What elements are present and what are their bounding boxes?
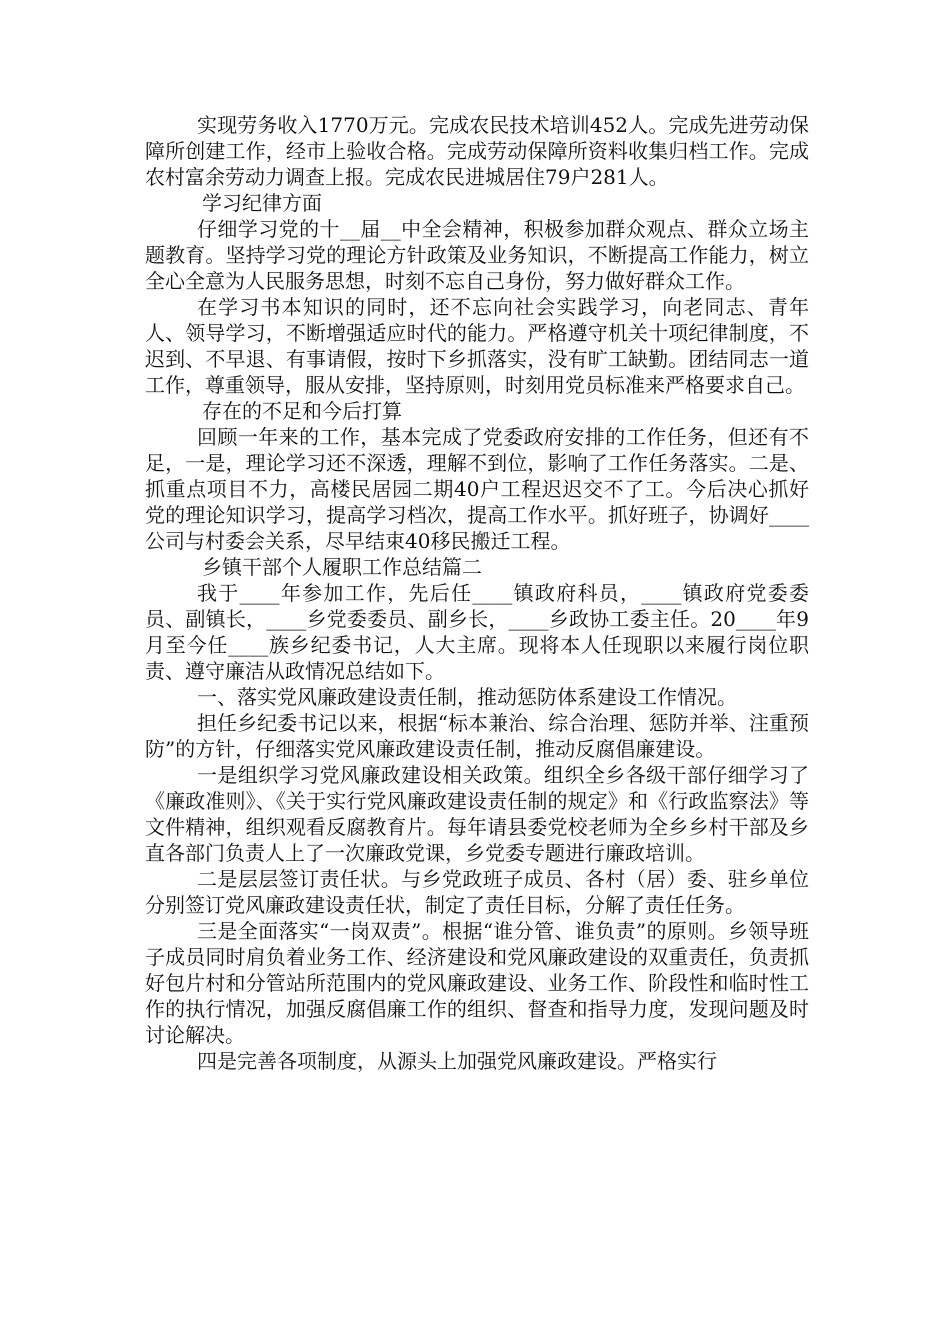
paragraph-discipline-secretary: 担任乡纪委书记以来，根据“标本兼治、综合治理、惩防并举、注重预防”的方针，仔细落实党风廉政建设责任制，推动反腐倡廉建设。 xyxy=(145,711,809,761)
paragraph-social-practice: 在学习书本知识的同时，还不忘向社会实践学习，向老同志、青年人、领导学习，不断增强适应时代的能力。严格遵守机关十项纪律制度，不迟到、不早退、有事请假，按时下乡抓落实，没有旷工缺勤。团结同志一道工作，尊重领导，服从安排，坚持原则，时刻用党员标准来严格要求自己。 xyxy=(145,295,809,397)
paragraph-labor-income: 实现劳务收入1770万元。完成农民技术培训452人。完成先进劳动保障所创建工作，经市上验收合格。完成劳动保障所资料收集归档工作。完成农村富余劳动力调查上报。完成农民进城居住79户281人。 xyxy=(145,113,809,189)
paragraph-point-one: 一是组织学习党风廉政建设相关政策。组织全乡各级干部仔细学习了《廉政准则》、《关于实行党风廉政建设责任制的规定》和《行政监察法》等文件精神，组织观看反腐教育片。每年请县委党校老师为全乡乡村干部及乡直各部门负责人上了一次廉政党课，乡党委专题进行廉政培训。 xyxy=(145,763,809,865)
section-heading-shortcomings-plans: 存在的不足和今后打算 xyxy=(202,399,402,423)
section-heading-study-discipline: 学习纪律方面 xyxy=(202,191,322,215)
paragraph-review-year: 回顾一年来的工作，基本完成了党委政府安排的工作任务，但还有不足，一是，理论学习还不深透，理解不到位，影响了工作任务落实。二是、抓重点项目不力，高楼民居园二期40户工程迟迟交不了工。今后决心抓好党的理论知识学习，提高学习档次，提高工作水平。抓好班子，协调好____公司与村委会关系，尽早结束40移民搬迁工程。 xyxy=(145,425,809,553)
paragraph-point-four: 四是完善各项制度，从源头上加强党风廉政建设。严格实行 xyxy=(197,1049,717,1073)
document-page xyxy=(145,112,809,1074)
paragraph-career-history: 我于____年参加工作，先后任____镇政府科员，____镇政府党委委员、副镇长，____乡党委委员、副乡长，____乡政协工委主任。20____年9月至今任____族乡纪委书记，人大主席。现将本人任现职以来履行岗位职责、遵守廉洁从政情况总结如下。 xyxy=(145,581,809,683)
paragraph-point-three: 三是全面落实“一岗双责”。根据“谁分管、谁负责”的原则。乡领导班子成员同时肩负着业务工作、经济建设和党风廉政建设的双重责任，负责抓好包片村和分管站所范围内的党风廉政建设、业务工作、阶段性和临时性工作的执行情况，加强反腐倡廉工作的组织、督查和指导力度，发现问题及时讨论解决。 xyxy=(145,919,809,1047)
section-heading-summary-part-two: 乡镇干部个人履职工作总结篇二 xyxy=(202,555,482,579)
paragraph-point-two: 二是层层签订责任状。与乡党政班子成员、各村（居）委、驻乡单位分别签订党风廉政建设责任状，制定了责任目标，分解了责任任务。 xyxy=(145,867,809,917)
paragraph-section-one-title: 一、落实党风廉政建设责任制，推动惩防体系建设工作情况。 xyxy=(197,685,737,709)
paragraph-study-party-spirit: 仔细学习党的十__届__中全会精神，积极参加群众观点、群众立场主题教育。坚持学习党的理论方针政策及业务知识，不断提高工作能力，树立全心全意为人民服务思想，时刻不忘自己身份，努力做好群众工作。 xyxy=(145,217,809,293)
